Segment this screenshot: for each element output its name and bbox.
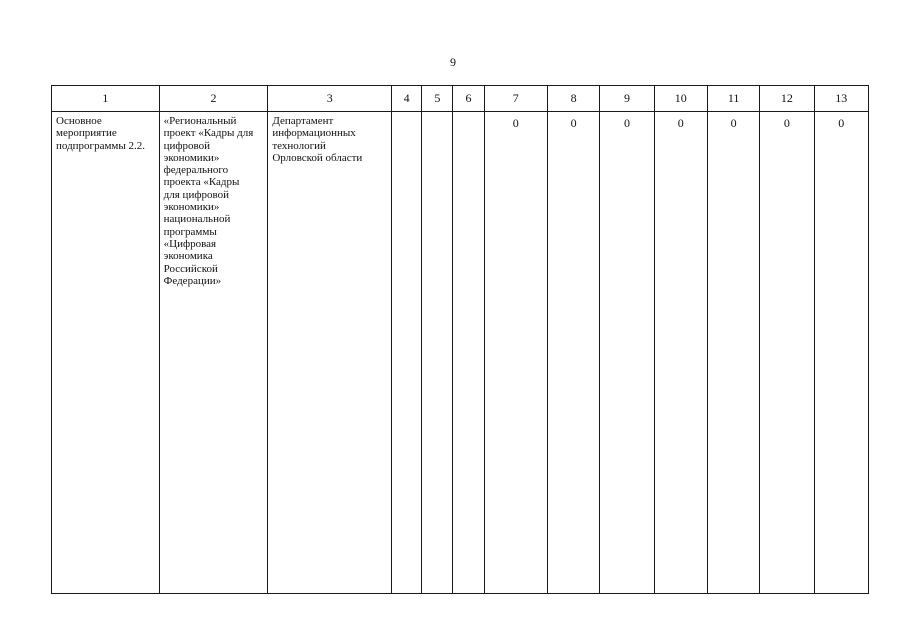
table-row (52, 112, 869, 594)
value-cell (600, 112, 654, 594)
activity-name: Основное мероприятие подпрограммы 2.2. (56, 115, 146, 152)
header-cell: 5 (422, 86, 453, 112)
value-cell (654, 112, 707, 594)
program-activities-table (51, 85, 869, 594)
activity-name-cell (52, 112, 160, 594)
header-cell: 10 (654, 86, 707, 112)
value-col11: 0 (730, 116, 737, 130)
empty-cell (422, 112, 453, 594)
empty-cell (453, 112, 484, 594)
value-col9: 0 (623, 116, 630, 130)
header-cell: 4 (392, 86, 422, 112)
value-col10: 0 (677, 116, 684, 130)
header-cell: 1 (52, 86, 160, 112)
value-cell (547, 112, 599, 594)
project-name-cell (159, 112, 268, 594)
project-name: «Региональный проект «Кадры для цифровой экономики» федерального проекта «Кадры для цифровой экономики» национальной программы «Цифровая экономика Российской Федерации» (163, 115, 254, 287)
header-cell: 13 (814, 86, 868, 112)
value-col12: 0 (783, 116, 790, 130)
header-cell: 9 (600, 86, 654, 112)
value-col13: 0 (838, 116, 845, 130)
value-cell (484, 112, 547, 594)
table-header-row (52, 86, 869, 112)
responsible-executor: Департамент информационных технологий Орловской области (272, 115, 363, 164)
page-number: 9 (450, 55, 456, 69)
header-cell: 11 (707, 86, 759, 112)
empty-cell (392, 112, 422, 594)
value-cell (814, 112, 868, 594)
header-cell: 7 (484, 86, 547, 112)
header-cell: 6 (453, 86, 484, 112)
value-col8: 0 (570, 116, 577, 130)
header-cell: 3 (268, 86, 392, 112)
responsible-cell (268, 112, 392, 594)
value-cell (760, 112, 814, 594)
header-cell: 2 (159, 86, 268, 112)
value-col7: 0 (512, 116, 519, 130)
header-cell: 12 (760, 86, 814, 112)
header-cell: 8 (547, 86, 599, 112)
value-cell (707, 112, 759, 594)
